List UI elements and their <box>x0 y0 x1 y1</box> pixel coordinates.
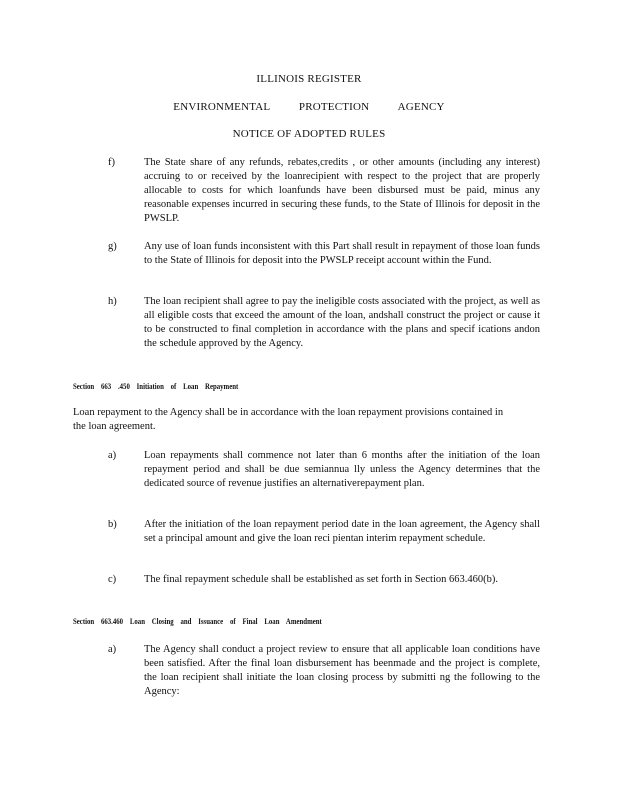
section-intro: Loan repayment to the Agency shall be in accordance with the loan repayment provisions contained in the loan agreement. <box>73 407 504 432</box>
item-label: g) <box>108 241 117 252</box>
item-text: The Agency shall conduct a project review to ensure that all applicable loan conditions have been satisfied. After the final loan disbursement has beenmade and the project is complete, the loan recipient shall initiate the loan closing process by submitti ng the following to the Agency: <box>144 644 540 697</box>
item-label: a) <box>108 644 117 655</box>
item-label: b) <box>108 519 117 530</box>
notice-title: NOTICE OF ADOPTED RULES <box>232 128 386 140</box>
item-label: h) <box>108 296 117 307</box>
item-text: Any use of loan funds inconsistent with this Part shall result in repayment of those loan funds to the State of Illinois for deposit into the PWSLP receipt account within the Fund. <box>144 241 540 266</box>
section-heading-450: Section 663 .450 Initiation of Loan Repayment <box>73 382 239 391</box>
item-text: Loan repayments shall commence not later than 6 months after the initiation of the loan repayment period and shall be due semiannua lly unless the Agency determines that the dedicated source of revenue justifies an alternativerepayment plan. <box>144 450 540 489</box>
register-title: ILLINOIS REGISTER <box>256 73 362 85</box>
item-text: After the initiation of the loan repayment period date in the loan agreement, the Agency shall set a principal amount and give the loan reci pientan interim repayment schedule. <box>144 519 540 544</box>
item-label: c) <box>108 574 117 585</box>
item-text: The final repayment schedule shall be established as set forth in Section 663.460(b). <box>144 574 498 585</box>
item-label: a) <box>108 450 117 461</box>
item-text: The State share of any refunds, rebates,credits , or other amounts (including any interest) accruing to or received by the loanrecipient with respect to the project that are properly allocable to costs for which loanfunds have been disbursed must be paid, minus any reasonable expenses incurred in securing these funds, to the State of Illinois for deposit in the PWSLP. <box>144 157 540 224</box>
item-text: The loan recipient shall agree to pay the ineligible costs associated with the project, as well as all eligible costs that exceed the amount of the loan, andshall construct the project or cause it to be constructed to final completion in accordance with the plans and specif ications andon the schedule approved by the Agency. <box>144 296 540 349</box>
item-label: f) <box>108 157 115 168</box>
section-heading-460: Section 663.460 Loan Closing and Issuance of Final Loan Amendment <box>73 617 322 626</box>
agency-title: ENVIRONMENTAL PROTECTION AGENCY <box>173 101 445 113</box>
